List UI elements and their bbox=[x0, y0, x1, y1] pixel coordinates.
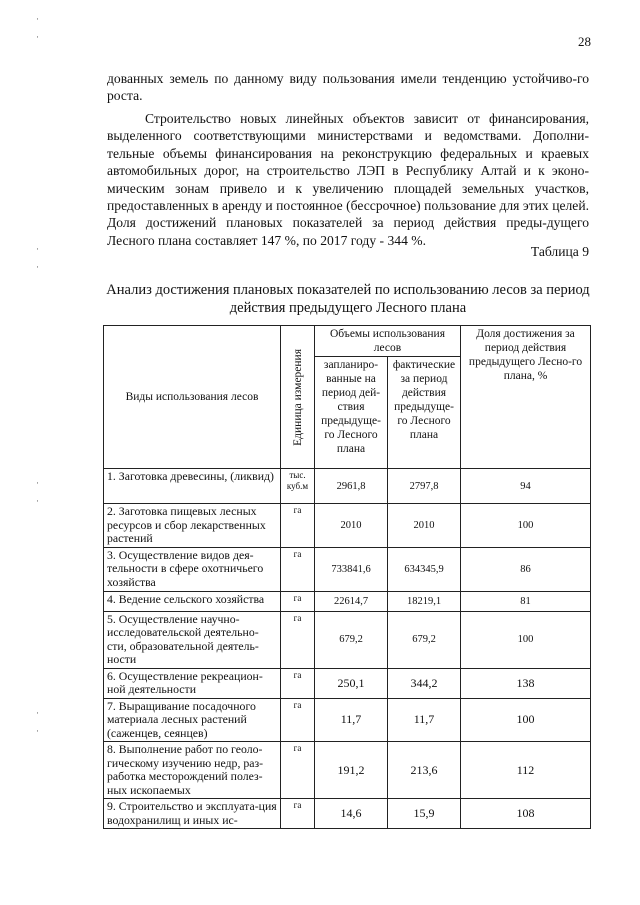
row-unit: га bbox=[281, 668, 315, 698]
row-planned: 679,2 bbox=[315, 611, 388, 668]
table-row bbox=[104, 504, 591, 548]
row-unit: га bbox=[281, 547, 315, 591]
row-kind: 6. Осуществление рекреацион-ной деятельности bbox=[104, 668, 281, 698]
table-row bbox=[104, 469, 591, 504]
row-kind: 4. Ведение сельского хозяйства bbox=[104, 591, 281, 611]
row-planned: 2961,8 bbox=[315, 469, 388, 504]
scan-mark: · bbox=[36, 708, 39, 718]
header-kind: Виды использования лесов bbox=[104, 326, 281, 469]
row-share: 138 bbox=[461, 668, 591, 698]
row-planned: 2010 bbox=[315, 504, 388, 548]
row-planned: 250,1 bbox=[315, 668, 388, 698]
row-kind: 8. Выполнение работ по геоло-гическому изучению недр, раз-работка месторождений полез-ных ископаемых bbox=[104, 742, 281, 799]
row-share: 86 bbox=[461, 547, 591, 591]
row-actual: 11,7 bbox=[388, 698, 461, 742]
row-unit: га bbox=[281, 698, 315, 742]
row-unit: тыс. куб.м bbox=[281, 469, 315, 504]
scan-mark: · bbox=[36, 478, 39, 488]
row-actual: 2797,8 bbox=[388, 469, 461, 504]
row-unit: га bbox=[281, 742, 315, 799]
scan-mark: · bbox=[36, 14, 39, 24]
table-row bbox=[104, 591, 591, 611]
row-actual: 679,2 bbox=[388, 611, 461, 668]
row-share: 94 bbox=[461, 469, 591, 504]
header-share: Доля достижения за период действия предыдущего Лесно-го плана, % bbox=[461, 326, 591, 469]
row-kind: 7. Выращивание посадочного материала лесных растений (саженцев, сеянцев) bbox=[104, 698, 281, 742]
row-actual: 2010 bbox=[388, 504, 461, 548]
row-kind: 1. Заготовка древесины, (ликвид) bbox=[104, 469, 281, 504]
row-planned: 733841,6 bbox=[315, 547, 388, 591]
paragraph-linear-objects: Строительство новых линейных объектов зависит от финансирования, выделенного соответствующими министерствами и ведомствами. Дополни-тельные объемы финансирования на реконструкцию федеральных и краевых автомобильных дорог, на строительство ЛЭП в Республику Алтай и к эконо-мическим зонам привело и к увеличению площадей земельных участков, предоставленных в аренду и постоянное (бессрочное) пользование для этих целей. Доля достижений плановых показателей за период действия преды-дущего Лесного плана составляет 147 %, по 2017 году - 344 %. bbox=[107, 111, 589, 248]
forest-use-table bbox=[103, 325, 591, 829]
header-volumes: Объемы использования лесов bbox=[315, 326, 461, 357]
row-unit: га bbox=[281, 611, 315, 668]
table-title: Анализ достижения плановых показателей по использованию лесов за период действия предыдущего Лесного плана bbox=[106, 282, 590, 316]
row-kind: 5. Осуществление научно-исследовательской деятельно-сти, образовательной деятель-ности bbox=[104, 611, 281, 668]
header-unit bbox=[281, 326, 315, 469]
paragraph-continuation: дованных земель по данному виду пользования имели тенденцию устойчиво-го роста. bbox=[107, 71, 589, 104]
row-kind: 3. Осуществление видов дея-тельности в сфере охотничьего хозяйства bbox=[104, 547, 281, 591]
row-actual: 344,2 bbox=[388, 668, 461, 698]
row-planned: 14,6 bbox=[315, 799, 388, 829]
row-planned: 11,7 bbox=[315, 698, 388, 742]
scan-mark: · bbox=[36, 32, 39, 42]
table-label: Таблица 9 bbox=[530, 244, 589, 259]
row-share: 81 bbox=[461, 591, 591, 611]
table-row bbox=[104, 547, 591, 591]
row-share: 100 bbox=[461, 504, 591, 548]
row-actual: 18219,1 bbox=[388, 591, 461, 611]
row-kind: 9. Строительство и эксплуата-ция водохранилищ и иных ис- bbox=[104, 799, 281, 829]
row-actual: 634345,9 bbox=[388, 547, 461, 591]
scan-mark: · bbox=[36, 496, 39, 506]
scan-mark: · bbox=[36, 244, 39, 254]
row-share: 108 bbox=[461, 799, 591, 829]
row-share: 112 bbox=[461, 742, 591, 799]
row-actual: 213,6 bbox=[388, 742, 461, 799]
table-row bbox=[104, 698, 591, 742]
table-row bbox=[104, 611, 591, 668]
header-actual: фактические за период действия предыдуще-го Лесного плана bbox=[388, 357, 461, 469]
header-unit-label: Единица измерения bbox=[291, 348, 304, 446]
row-unit: га bbox=[281, 799, 315, 829]
scan-mark: · bbox=[36, 262, 39, 272]
page-number: 28 bbox=[578, 34, 591, 49]
row-share: 100 bbox=[461, 611, 591, 668]
row-unit: га bbox=[281, 591, 315, 611]
row-planned: 22614,7 bbox=[315, 591, 388, 611]
header-planned: запланиро-ванные на период дей-ствия предыдуще-го Лесного плана bbox=[315, 357, 388, 469]
row-unit: га bbox=[281, 504, 315, 548]
scan-mark: · bbox=[36, 726, 39, 736]
row-planned: 191,2 bbox=[315, 742, 388, 799]
table-row bbox=[104, 668, 591, 698]
table-row bbox=[104, 742, 591, 799]
table-row bbox=[104, 799, 591, 829]
row-actual: 15,9 bbox=[388, 799, 461, 829]
row-kind: 2. Заготовка пищевых лесных ресурсов и сбор лекарственных растений bbox=[104, 504, 281, 548]
row-share: 100 bbox=[461, 698, 591, 742]
